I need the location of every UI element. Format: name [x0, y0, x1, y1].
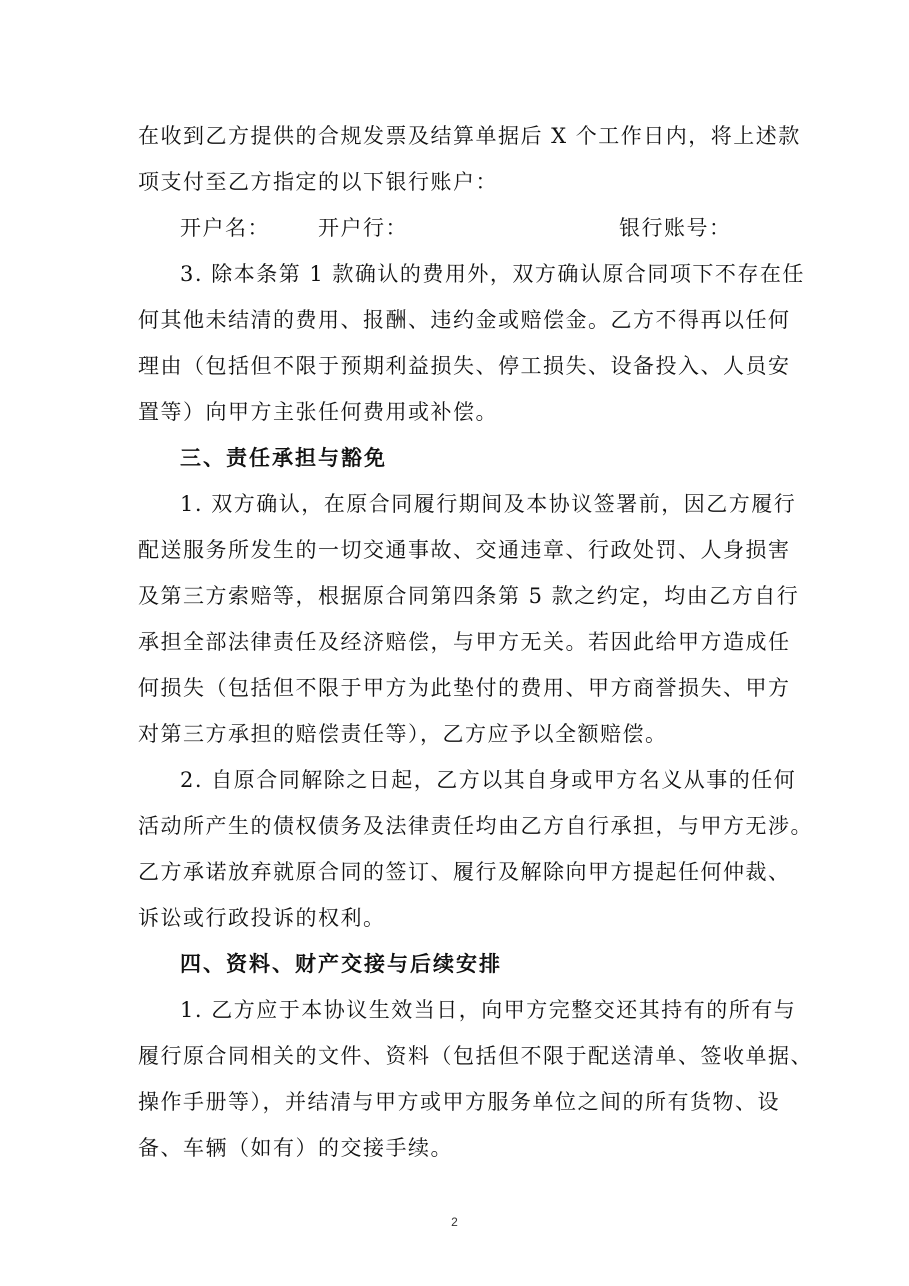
paragraph-line: 1. 双方确认，在原合同履行期间及本协议签署前，因乙方履行 — [180, 492, 797, 516]
paragraph-line: 1. 乙方应于本协议生效当日，向甲方完整交还其持有的所有与 — [180, 998, 797, 1022]
document-body — [138, 113, 813, 1171]
paragraph-line: 活动所产生的债权债务及法律责任均由乙方自行承担，与甲方无涉。 — [138, 814, 813, 838]
paragraph-line: 2. 自原合同解除之日起，乙方以其自身或甲方名义从事的任何 — [180, 768, 797, 792]
paragraph-line: 承担全部法律责任及经济赔偿，与甲方无关。若因此给甲方造成任 — [138, 630, 791, 654]
paragraph-line: 理由（包括但不限于预期利益损失、停工损失、设备投入、人员安 — [138, 354, 791, 378]
paragraph-line: 及第三方索赔等，根据原合同第四条第 5 款之约定，均由乙方自行 — [138, 584, 800, 608]
paragraph-line: 配送服务所发生的一切交通事故、交通违章、行政处罚、人身损害 — [138, 538, 791, 562]
paragraph-line: 备、车辆（如有）的交接手续。 — [138, 1136, 453, 1160]
paragraph-line: 项支付至乙方指定的以下银行账户： — [138, 170, 498, 194]
paragraph-line: 何其他未结清的费用、报酬、违约金或赔偿金。乙方不得再以任何 — [138, 308, 791, 332]
bank-account-row — [138, 205, 778, 251]
paragraph-line: 诉讼或行政投诉的权利。 — [138, 906, 386, 930]
bank-account-name-label: 开户名： — [180, 216, 270, 240]
page-number: 2 — [451, 1215, 458, 1229]
section-heading-3: 三、责任承担与豁免 — [180, 446, 387, 470]
bank-account-number-label: 银行账号： — [619, 216, 732, 240]
paragraph-line: 履行原合同相关的文件、资料（包括但不限于配送清单、签收单据、 — [138, 1044, 813, 1068]
paragraph-line: 在收到乙方提供的合规发票及结算单据后 X 个工作日内，将上述款 — [138, 124, 801, 148]
section-heading-4: 四、资料、财产交接与后续安排 — [180, 952, 502, 976]
paragraph-line: 何损失（包括但不限于甲方为此垫付的费用、甲方商誉损失、甲方 — [138, 676, 791, 700]
paragraph-line: 3. 除本条第 1 款确认的费用外，双方确认原合同项下不存在任 — [180, 262, 805, 286]
bank-branch-label: 开户行： — [318, 216, 408, 240]
paragraph-line: 乙方承诺放弃就原合同的签订、履行及解除向甲方提起任何仲裁、 — [138, 860, 791, 884]
paragraph-line: 置等）向甲方主张任何费用或补偿。 — [138, 400, 498, 424]
paragraph-line: 对第三方承担的赔偿责任等），乙方应予以全额赔偿。 — [138, 722, 668, 746]
paragraph-line: 操作手册等），并结清与甲方或甲方服务单位之间的所有货物、设 — [138, 1090, 780, 1114]
